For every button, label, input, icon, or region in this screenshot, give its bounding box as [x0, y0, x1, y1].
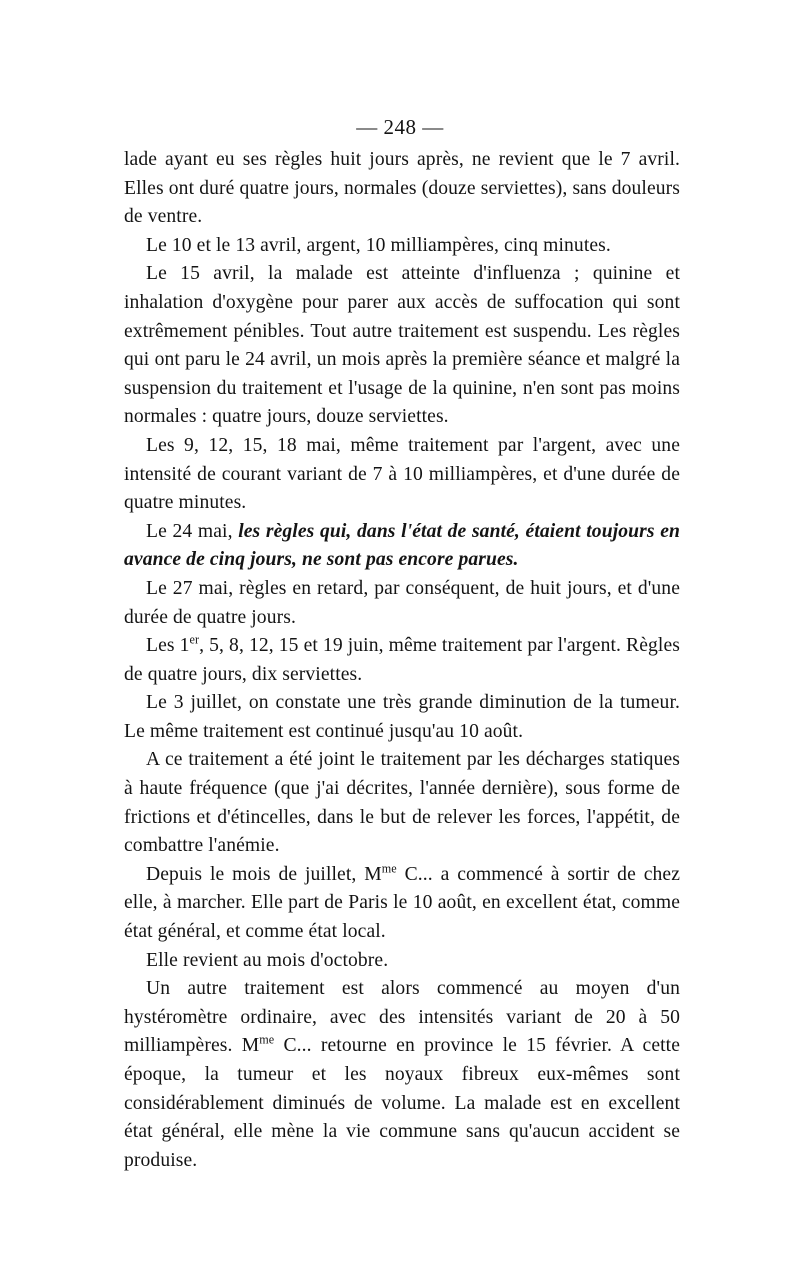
paragraph-10-start: Depuis le mois de juillet, M: [146, 863, 382, 885]
paragraph-7-start: Les 1: [146, 635, 190, 657]
paragraph-10-superscript: me: [381, 861, 397, 876]
paragraph-11: Elle revient au mois d'octobre.: [146, 949, 389, 971]
paragraph-6: Le 27 mai, règles en retard, par conséquent, de huit jours, et d'une durée de quatre jours.: [124, 577, 680, 628]
paragraph-4: Les 9, 12, 15, 18 mai, même traitement par l'argent, avec une intensité de courant variant de 7 à 10 milliampères, et d'une durée de quatre minutes.: [124, 434, 680, 514]
paragraph-12-superscript: me: [259, 1033, 275, 1048]
paragraph-12-rest: C... retourne en province le 15 février. A cette époque, la tumeur et les noyaux fibreux eux-mêmes sont considérablement diminués de volume. La malade est en excellent état général, elle mène la vie commune sans qu'aucun accident se produise.: [124, 1035, 681, 1171]
paragraph-7-rest: , 5, 8, 12, 15 et 19 juin, même traitement par l'argent. Règles de quatre jours, dix serviettes.: [124, 635, 680, 685]
page-number: — 248 —: [356, 115, 444, 139]
paragraph-5: [124, 518, 680, 575]
body-text: [124, 146, 680, 1175]
paragraph-7: [124, 632, 680, 689]
paragraph-9: A ce traitement a été joint le traitement par les décharges statiques à haute fréquence (que j'ai décrites, l'année dernière), sous forme de frictions et d'étincelles, dans le but de relever les forces, l'appétit, de combattre l'anémie.: [124, 749, 680, 857]
paragraph-12-start: Un autre traitement est alors commencé au moyen d'un hystéromètre ordinaire, avec des intensités variant de 20 à 50 milliampères. M: [124, 978, 680, 1057]
paragraph-8: Le 3 juillet, on constate une très grande diminution de la tumeur. Le même traitement est continué jusqu'au 10 août.: [124, 692, 680, 742]
paragraph-3: Le 15 avril, la malade est atteinte d'influenza ; quinine et inhalation d'oxygène pour parer aux accès de suffocation qui sont extrêmement pénibles. Tout autre traitement est suspendu. Les règles qui ont paru le 24 avril, un mois après la première séance et malgré la suspension du traitement et l'usage de la quinine, n'en sont pas moins normales : quatre jours, douze serviettes.: [124, 263, 680, 428]
paragraph-10: [124, 861, 680, 947]
paragraph-2: Le 10 et le 13 avril, argent, 10 milliampères, cinq minutes.: [146, 234, 611, 256]
paragraph-12: [124, 975, 680, 1175]
paragraph-7-superscript: er: [189, 632, 200, 647]
paragraph-5-start: Le 24 mai,: [146, 520, 239, 542]
paragraph-1: lade ayant eu ses règles huit jours après, ne revient que le 7 avril. Elles ont duré quatre jours, normales (douze serviettes), sans douleurs de ventre.: [124, 149, 680, 228]
paragraph-5-italic: les règles qui, dans l'état de santé, étaient toujours en avance de cinq jours, ne sont pas encore parues.: [124, 520, 680, 571]
paragraph-10-rest: C... a commencé à sortir de chez elle, à marcher. Elle part de Paris le 10 août, en excellent état, comme état général, et comme état local.: [124, 863, 680, 943]
